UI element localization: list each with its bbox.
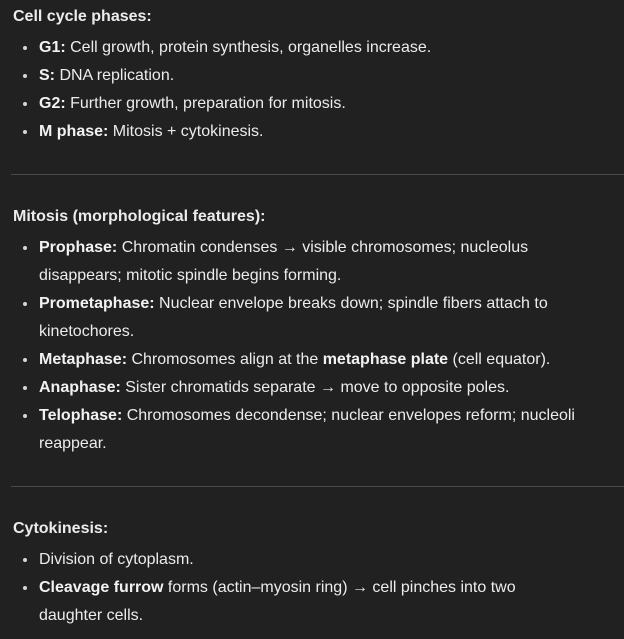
bold-text: M phase: xyxy=(39,123,109,140)
text: disappears; mitotic spindle begins forming. xyxy=(39,267,342,284)
list-item xyxy=(39,574,610,630)
bullet-icon xyxy=(23,46,27,50)
bold-text: metaphase plate xyxy=(322,351,449,368)
text: Sister chromatids separate → move to opposite poles. xyxy=(120,379,510,396)
bold-text: Metaphase: xyxy=(39,351,128,368)
bullet-icon xyxy=(23,586,27,590)
list-item xyxy=(39,346,610,374)
section-heading: Cytokinesis: xyxy=(13,520,109,537)
bold-text: Telophase: xyxy=(39,407,123,424)
bullet-icon xyxy=(23,358,27,362)
bullet-list xyxy=(13,546,610,630)
list-item xyxy=(39,290,610,346)
bold-text: S: xyxy=(39,67,55,84)
bullet-icon xyxy=(23,102,27,106)
bullet-list xyxy=(13,234,610,458)
text: Chromosomes align at the xyxy=(127,351,323,368)
bullet-list xyxy=(13,34,610,146)
text: Cell growth, protein synthesis, organelles increase. xyxy=(65,39,432,56)
text: Further growth, preparation for mitosis. xyxy=(65,95,346,112)
bullet-icon xyxy=(23,558,27,562)
section-cytokinesis xyxy=(13,515,610,630)
text: daughter cells. xyxy=(39,607,144,624)
text: Chromatin condenses → visible chromosomes; nucleolus xyxy=(117,239,529,256)
text: forms (actin–myosin ring) → cell pinches into two xyxy=(163,579,516,596)
section-divider xyxy=(11,486,624,487)
bullet-icon xyxy=(23,246,27,250)
bold-text: G1: xyxy=(39,39,66,56)
bullet-icon xyxy=(23,74,27,78)
section-heading: Cell cycle phases: xyxy=(13,8,152,25)
bold-text: G2: xyxy=(39,95,66,112)
text: Division of cytoplasm. xyxy=(39,551,194,568)
bold-text: Prometaphase: xyxy=(39,295,155,312)
text: Chromosomes decondense; nuclear envelopes reform; nucleoli xyxy=(122,407,575,424)
section-cell-cycle-phases xyxy=(13,3,610,146)
list-item xyxy=(39,62,610,90)
bold-text: Prophase: xyxy=(39,239,118,256)
bold-text: Cleavage furrow xyxy=(39,579,164,596)
text: Nuclear envelope breaks down; spindle fibers attach to xyxy=(154,295,548,312)
text: (cell equator). xyxy=(448,351,551,368)
list-item xyxy=(39,118,610,146)
text: reappear. xyxy=(39,435,107,452)
bold-text: Anaphase: xyxy=(39,379,121,396)
list-item xyxy=(39,90,610,118)
section-heading: Mitosis (morphological features): xyxy=(13,208,266,225)
list-item xyxy=(39,374,610,402)
list-item xyxy=(39,546,610,574)
text: DNA replication. xyxy=(55,67,175,84)
bullet-icon xyxy=(23,302,27,306)
list-item xyxy=(39,234,610,290)
text: Mitosis + cytokinesis. xyxy=(108,123,264,140)
bullet-icon xyxy=(23,414,27,418)
text: kinetochores. xyxy=(39,323,135,340)
list-item xyxy=(39,34,610,62)
section-divider xyxy=(11,174,624,175)
list-item xyxy=(39,402,610,458)
section-mitosis-features xyxy=(13,203,610,458)
bullet-icon xyxy=(23,386,27,390)
bullet-icon xyxy=(23,130,27,134)
